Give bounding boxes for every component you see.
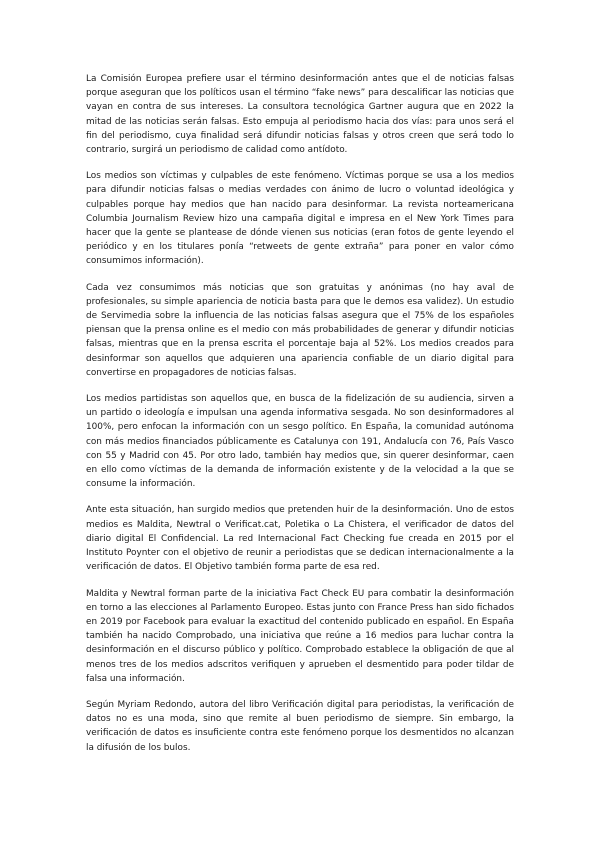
- paragraph-noticias-gratuitas-anonimas: Cada vez consumimos más noticias que son gratuitas y anónimas (no hay aval de profesionales, su simple apariencia de noticia basta para que le demos esa validez). Un estudio de Servimedia sobre la influencia de las noticias falsas asegura que el 75% de los españoles piensan que la prensa online es el medio con más probabilidades de generar y difundir noticias falsas, mientras que en la prensa escrita el porcentaje baja al 52%. Los medios creados para desinformar son aquellos que adquieren una apariencia confiable de un diario digital para convertirse en propagadores de noticias falsas.: [86, 282, 514, 378]
- paragraph-medios-partidistas: Los medios partidistas son aquellos que, en busca de la fidelización de su audiencia, sirven a un partido o ideología e impulsan una agenda informativa sesgada. No son desinformadores al 100%, pero enfocan la información con un sesgo político. En España, la comunidad autónoma con más medios financiados públicamente es Catalunya con 191, Andalucía con 76, País Vasco con 55 y Madrid con 45. Por otro lado, también hay medios que, sin querer desinformar, caen en ello como víctimas de la demanda de información existente y de la velocidad a la que se consume la información.: [86, 394, 514, 490]
- paragraph-myriam-redondo: Según Myriam Redondo, autora del libro Verificación digital para periodistas, la verificación de datos no es una moda, sino que remite al buen periodismo de siempre. Sin embargo, la verificación de datos es insuficiente contra este fenómeno porque los desmentidos no alcanzan la difusión de los bulos.: [86, 699, 514, 753]
- document-body: [86, 72, 514, 755]
- paragraph-fact-check-eu: Maldita y Newtral forman parte de la iniciativa Fact Check EU para combatir la desinformación en torno a las elecciones al Parlamento Europeo. Estas junto con France Press han sido fichados en 2019 por Facebook para evaluar la exactitud del contenido publicado en español. En España también ha nacido Comprobado, una iniciativa que reúne a 16 medios para luchar contra la desinformación en el discurso público y político. Comprobado establece la obligación de que al menos tres de los medios adscritos verifiquen y aprueben el desmentido para poder tildar de falsa una información.: [86, 588, 514, 684]
- paragraph-medios-victimas-culpables: Los medios son víctimas y culpables de este fenómeno. Víctimas porque se usa a los medios para difundir noticias falsas o medias verdades con ánimo de lucro o voluntad ideológica y culpables porque hay medios que han nacido para desinformar. La revista norteamericana Columbia Journalism Review hizo una campaña digital e impresa en el New York Times para hacer que la gente se plantease de dónde vienen sus noticias (eran fotos de gente leyendo el periódico y en los titulares ponía “retweets de gente extraña” para poner en valor cómo consumimos información).: [86, 171, 514, 267]
- paragraph-medios-verificadores: Ante esta situación, han surgido medios que pretenden huir de la desinformación. Uno de estos medios es Maldita, Newtral o Verificat.cat, Poletika o La Chistera, el verificador de datos del diario digital El Confidencial. La red Internacional Fact Checking fue creada en 2015 por el Instituto Poynter con el objetivo de reunir a periodistas que se dedican internacionalmente a la verificación de datos. El Objetivo también forma parte de esa red.: [86, 505, 514, 573]
- paragraph-desinformacion-comision-europea: La Comisión Europea prefiere usar el término desinformación antes que el de noticias falsas porque aseguran que los políticos usan el término “fake news” para descalificar las noticias que vayan en contra de sus intereses. La consultora tecnológica Gartner augura que en 2022 la mitad de las noticias serán falsas. Esto empuja al periodismo hacia dos vías: para unos será el fin del periodismo, cuya finalidad será difundir noticias falsas y otros creen que será todo lo contrario, surgirá un periodismo de calidad como antídoto.: [86, 74, 514, 156]
